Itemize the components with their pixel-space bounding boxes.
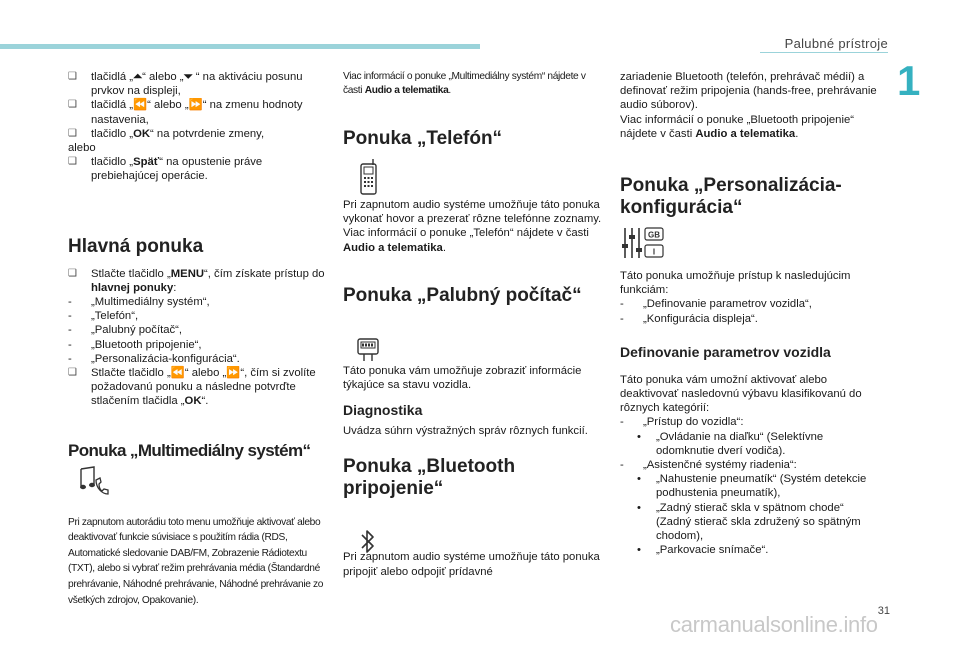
settings-language-icon: [620, 226, 666, 260]
params-text: Táto ponuka vám umožní aktivovať alebo deaktivovať nasledovnú výbavu klasifikovanú do rôznych kategórií:: [620, 373, 862, 415]
bullet-icon: ❑: [68, 156, 77, 168]
telefon-text: Pri zapnutom audio systéme umožňuje táto ponuka vykonať hovor a prezerať rôzne telefónne zoznamy.: [343, 199, 602, 226]
watermark: carmanualsonline.info: [670, 612, 878, 637]
alebo-text: alebo: [68, 142, 96, 155]
intro-item-ok: ❑ tlačidlo „OK“ na potvrdenie zmeny,: [68, 127, 265, 140]
multimedia-more-info: Viac informácií o ponuke „Multimediálny systém“ nájdete v časti Audio a telematika.: [343, 71, 586, 96]
main-menu-item: - „Personalizácia-konfigurácia“.: [68, 352, 240, 365]
main-menu-item: - „Palubný počítač“,: [68, 324, 183, 337]
multimedia-heading: Ponuka „Multimediálny systém“: [68, 440, 311, 460]
main-menu-item: - „Telefón“,: [68, 310, 139, 323]
params-group: - „Asistenčné systémy riadenia“:: [620, 459, 797, 472]
computer-heading: Ponuka „Palubný počítač“: [343, 284, 582, 306]
intro-item-value: ❑ tlačidlá „⏪“ alebo „⏩“ na zmenu hodnoty nastavenia,: [68, 99, 303, 126]
column-1: [68, 70, 326, 608]
main-menu-item: - „Bluetooth pripojenie“,: [68, 338, 202, 351]
phone-icon: [358, 158, 380, 196]
column-2: [343, 70, 605, 579]
intro-item-scroll: ❑ tlačidlá „⏶“ alebo „⏷ “ na aktiváciu posunu prvkov na displeji,: [68, 71, 303, 98]
icon-label-gb: GB: [648, 230, 660, 240]
main-menu-item: - „Multimediálny systém“,: [68, 296, 210, 309]
icon-label-i: I: [652, 247, 656, 257]
intro-item-back: ❑ tlačidlo „Späť“ na opustenie práve prebiehajúcej operácie.: [68, 156, 263, 183]
page-number: 31: [877, 605, 890, 617]
bluetooth-text-cont: zariadenie Bluetooth (telefón, prehrávač médií) a definovať režim pripojenia (hands-free, prehrávanie audio súborov).: [620, 71, 877, 112]
music-phone-icon: [78, 466, 110, 496]
params-subitem: • „Parkovacie snímače“.: [637, 544, 769, 557]
bluetooth-icon: [360, 527, 376, 557]
params-heading: Definovanie parametrov vozidla: [620, 343, 831, 360]
params-subitem: • „Ovládanie na diaľku“ (Selektívne odomknutie dverí vodiča).: [637, 430, 824, 457]
bullet-icon: ❑: [68, 71, 77, 82]
telefon-heading: Ponuka „Telefón“: [343, 128, 503, 149]
params-group: - „Prístup do vozidla“:: [620, 416, 744, 429]
bullet-icon: ❑: [68, 127, 77, 139]
personal-text: Táto ponuka umožňuje prístup k nasledujúcim funkciám:: [620, 270, 851, 297]
main-menu-press: ❑ Stlačte tlačidlo „MENU“, čím získate prístup do hlavnej ponuky:: [68, 267, 325, 294]
header-rule: [760, 52, 888, 53]
bullet-icon: ❑: [68, 99, 77, 111]
trip-computer-icon: [356, 337, 382, 363]
bluetooth-heading: Ponuka „Bluetooth pripojenie“: [343, 456, 516, 500]
personal-item: - „Definovanie parametrov vozidla“,: [620, 298, 812, 311]
header-accent-bar: [0, 44, 480, 49]
diag-heading: Diagnostika: [343, 402, 423, 419]
bullet-icon: ❑: [68, 367, 77, 379]
telefon-more: Viac informácií o ponuke „Telefón“ nájdete v časti Audio a telematika.: [343, 227, 589, 254]
column-3: [620, 70, 882, 557]
params-subitem: • „Nahustenie pneumatík“ (Systém detekcie podhustenia pneumatík),: [637, 473, 867, 500]
personal-item: - „Konfigurácia displeja“.: [620, 312, 758, 325]
chapter-number: 1: [897, 57, 921, 104]
diag-text: Uvádza súhrn výstražných správ rôznych funkcií.: [343, 425, 588, 438]
bluetooth-more: Viac informácií o ponuke „Bluetooth pripojenie“ nájdete v časti Audio a telematika.: [620, 113, 855, 140]
section-title: Palubné prístroje: [784, 36, 888, 51]
bluetooth-text: Pri zapnutom audio systéme umožňuje táto ponuka pripojiť alebo odpojiť prídavné: [343, 551, 600, 578]
computer-text: Táto ponuka vám umožňuje zobraziť informácie týkajúce sa stavu vozidla.: [343, 364, 582, 392]
main-menu-heading: Hlavná ponuka: [68, 235, 204, 257]
bullet-icon: ❑: [68, 267, 77, 279]
personal-heading: Ponuka „Personalizácia-konfigurácia“: [620, 175, 842, 219]
main-menu-select: ❑ Stlačte tlačidlo „⏪“ alebo „⏩“, čím si zvolíte požadovanú ponuku a následne potvrďte stlačením tlačidla „OK“.: [68, 367, 316, 408]
params-subitem: • „Zadný stierač skla v spätnom chode“ (Zadný stierač skla združený so spätným chodom),: [637, 501, 861, 543]
multimedia-text: Pri zapnutom autorádiu toto menu umožňuje aktivovať alebo deaktivovať funkcie súvisiace s použitím rádia (RDS, Automatické sledovanie DAB/FM, Zobrazenie Rádiotextu (TXT), alebo si vybrať režim prehrávania média (Štandardné prehrávanie, Náhodné prehrávanie, Náhodné prehrávanie zo všetkých zdrojov, Opakovanie).: [68, 516, 324, 606]
